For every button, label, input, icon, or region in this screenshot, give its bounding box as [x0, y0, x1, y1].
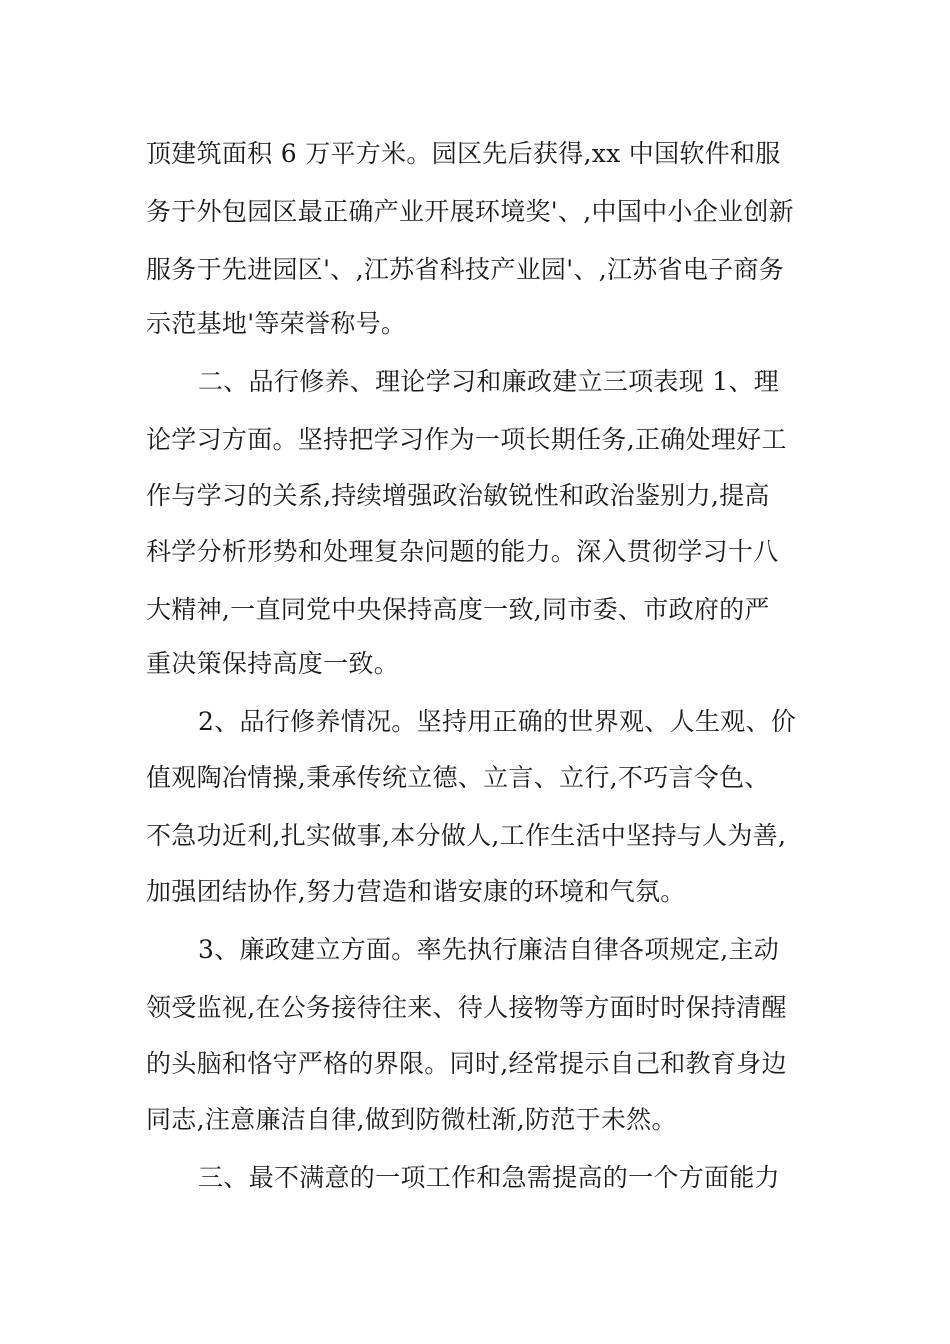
text-line: 服务于先进园区'、,江苏省科技产业园'、,江苏省电子商务 [146, 255, 785, 284]
text-line: 作与学习的关系,持续增强政治敏锐性和政治鉴别力,提高 [146, 481, 770, 510]
text-line: 加强团结协作,努力营造和谐安康的环境和气氛。 [146, 877, 686, 906]
text-line: 示范基地'等荣誉称号。 [146, 309, 407, 338]
paragraph-first-line: 3、廉政建立方面。率先执行廉洁自律各项规定,主动 [198, 935, 780, 964]
text-line: 论学习方面。坚持把学习作为一项长期任务,正确处理好工 [146, 425, 787, 454]
text-line: 领受监视,在公务接待往来、待人接物等方面时时保持清醒 [146, 993, 787, 1022]
text-line: 不急功近利,扎实做事,本分做人,工作生活中坚持与人为善, [146, 821, 787, 850]
paragraph-first-line: 2、品行修养情况。坚持用正确的世界观、人生观、价 [198, 707, 797, 736]
text-line: 值观陶冶情操,秉承传统立德、立言、立行,不巧言令色、 [146, 763, 770, 792]
text-line: 大精神,一直同党中央保持高度一致,同市委、市政府的严 [146, 595, 770, 624]
text-line: 科学分析形势和处理复杂问题的能力。深入贯彻学习十八 [146, 537, 779, 566]
text-line: 重决策保持高度一致。 [146, 649, 400, 678]
text-line: 顶建筑面积 6 万平方米。园区先后获得,xx 中国软件和服 [146, 139, 781, 168]
section-heading-line: 三、最不满意的一项工作和急需提高的一个方面能力 [198, 1163, 780, 1192]
text-line: 同志,注意廉洁自律,做到防微杜渐,防范于未然。 [146, 1105, 677, 1134]
text-line: 的头脑和恪守严格的界限。同时,经常提示自己和教育身边 [146, 1049, 787, 1078]
text-line: 务于外包园区最正确产业开展环境奖'、,中国中小企业创新 [146, 197, 794, 226]
section-heading-line: 二、品行修养、理论学习和廉政建立三项表现 1、理 [198, 367, 780, 396]
